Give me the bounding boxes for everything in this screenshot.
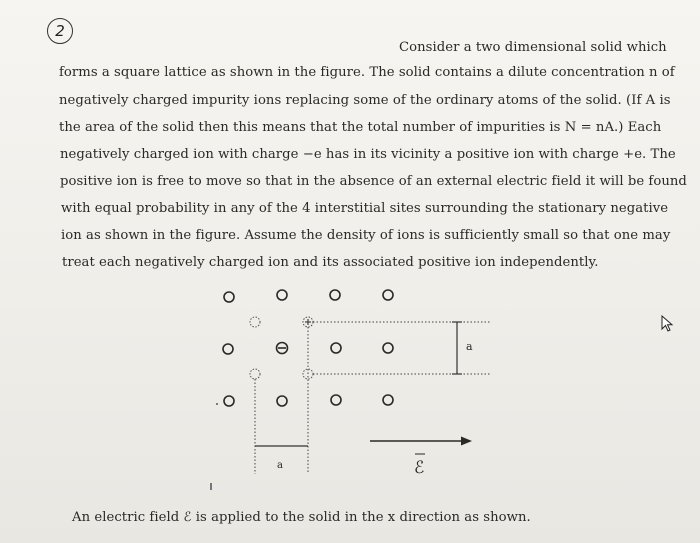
interstitial-site xyxy=(250,369,260,379)
vertical-spacing-marker xyxy=(452,322,462,374)
dotted-guides xyxy=(255,322,490,474)
problem-text-line-3: negatively charged impurity ions replacing some of the ordinary atoms of the solid. (If A is xyxy=(59,93,671,108)
negative-ion xyxy=(277,343,288,354)
lattice-atom xyxy=(383,343,393,353)
lattice-atom xyxy=(277,290,287,300)
spacing-label-bottom: a xyxy=(277,460,283,471)
problem-text-line-7: with equal probability in any of the 4 interstitial sites surrounding the stationary negative xyxy=(61,201,669,216)
interstitial-site xyxy=(250,317,260,327)
figure-caption: An electric field ℰ is applied to the solid in the x direction as shown. xyxy=(72,510,531,525)
lattice-atom xyxy=(224,292,234,302)
stray-dot xyxy=(216,403,218,405)
field-arrow xyxy=(370,437,472,446)
lattice-atom xyxy=(224,396,234,406)
problem-text-line-5: negatively charged ion with charge −e has in its vicinity a positive ion with charge +e. The xyxy=(60,147,676,162)
lattice-atom xyxy=(277,396,287,406)
problem-text-line-2: forms a square lattice as shown in the figure. The solid contains a dilute concentration n of xyxy=(59,65,675,80)
mouse-cursor-icon xyxy=(661,315,675,333)
lattice-atom xyxy=(223,344,233,354)
spacing-label-right: a xyxy=(466,340,473,353)
problem-text-line-4: the area of the solid then this means that the total number of impurities is N = nA.) Each xyxy=(59,120,662,135)
lattice-atom xyxy=(330,290,340,300)
problem-text-line-8: ion as shown in the figure. Assume the density of ions is sufficiently small so that one may xyxy=(61,228,671,243)
problem-number: 2 xyxy=(55,22,65,40)
problem-text-line-6: positive ion is free to move so that in the absence of an external electric field it will be found xyxy=(60,174,687,189)
positive-ion xyxy=(303,317,313,327)
lattice-atom xyxy=(331,395,341,405)
lattice-atom xyxy=(383,395,393,405)
problem-text-line-1: Consider a two dimensional solid which xyxy=(399,40,667,55)
lattice-atom xyxy=(331,343,341,353)
lattice-atom xyxy=(383,290,393,300)
field-label: ℰ xyxy=(414,458,425,478)
lattice-row-1 xyxy=(224,290,393,302)
problem-text-line-9: treat each negatively charged ion and its associated positive ion independently. xyxy=(62,255,599,270)
